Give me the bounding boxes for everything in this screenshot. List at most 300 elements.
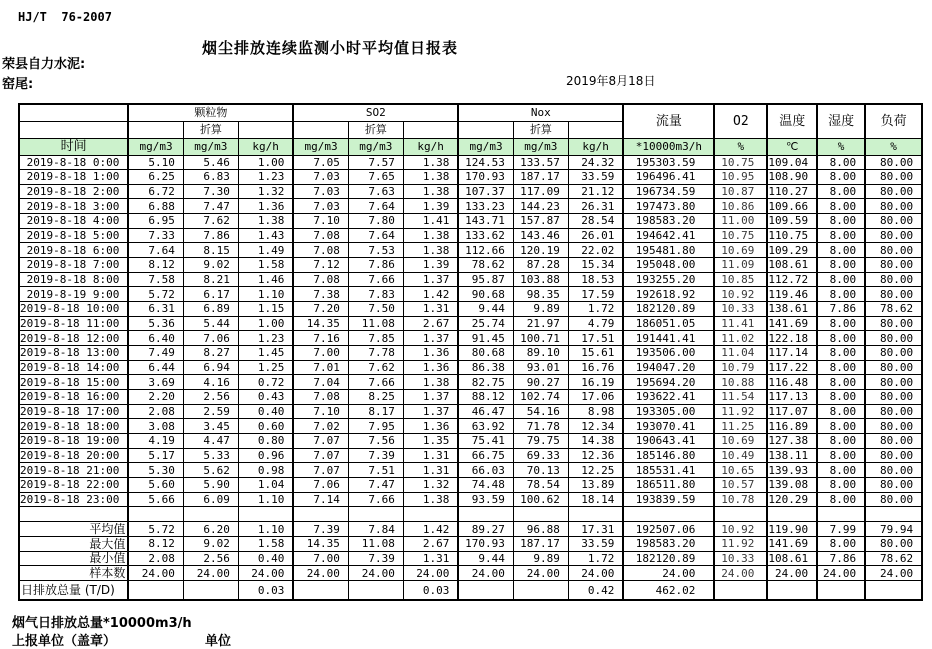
cell-so2_converted: 7.64 <box>348 199 403 214</box>
cell-humidity: 8.00 <box>817 199 865 214</box>
cell-pm_converted: 5.33 <box>183 448 238 463</box>
cell-humidity: 8.00 <box>817 258 865 273</box>
cell-so2_kgh: 1.38 <box>403 243 458 258</box>
cell-so2_converted: 7.83 <box>348 287 403 302</box>
cell-temp: 117.14 <box>767 346 817 361</box>
cell-nox_mgm3: 86.38 <box>458 360 513 375</box>
cell-pm_kgh: 24.00 <box>238 566 293 581</box>
cell-pm_kgh: 1.10 <box>238 287 293 302</box>
cell-nox_kgh: 12.36 <box>568 448 623 463</box>
cell-so2_mgm3: 7.07 <box>293 433 348 448</box>
cell-nox_mgm3: 133.23 <box>458 199 513 214</box>
cell-so2_converted: 7.66 <box>348 272 403 287</box>
cell-so2_kgh: 1.31 <box>403 551 458 566</box>
cell-temp: 109.29 <box>767 243 817 258</box>
unit-header: kg/h <box>238 138 293 155</box>
table-row <box>19 448 922 463</box>
cell-load: 80.00 <box>865 346 922 361</box>
cell-temp: 117.22 <box>767 360 817 375</box>
cell-humidity: 8.00 <box>817 375 865 390</box>
cell-pm_kgh: 1.49 <box>238 243 293 258</box>
empty-cell <box>293 507 348 522</box>
cell-so2_kgh: 1.31 <box>403 463 458 478</box>
cell-load: 80.00 <box>865 492 922 507</box>
cell-so2_kgh: 1.39 <box>403 199 458 214</box>
unit-header: mg/m3 <box>348 138 403 155</box>
unit-header: ℃ <box>767 138 817 155</box>
cell-nox_kgh: 17.59 <box>568 287 623 302</box>
table-row <box>19 346 922 361</box>
cell-nox_converted: 69.33 <box>513 448 568 463</box>
cell-pm_mgm3: 2.08 <box>128 551 183 566</box>
cell-so2_converted: 11.08 <box>348 316 403 331</box>
cell-pm_kgh: 0.98 <box>238 463 293 478</box>
table-row <box>19 170 922 185</box>
summary-row <box>19 522 922 537</box>
cell-temp: 117.13 <box>767 390 817 405</box>
cell-pm_mgm3: 8.12 <box>128 536 183 551</box>
table-row <box>19 419 922 434</box>
converted-header: 折算 <box>183 121 238 138</box>
cell-nox_kgh: 0.42 <box>568 580 623 600</box>
cell-so2_converted: 11.08 <box>348 536 403 551</box>
cell-nox_kgh: 14.38 <box>568 433 623 448</box>
cell-load: 80.00 <box>865 404 922 419</box>
cell-time: 2019-8-18 3:00 <box>19 199 128 214</box>
cell-temp: 110.75 <box>767 228 817 243</box>
unit-header: % <box>865 138 922 155</box>
cell-o2: 10.87 <box>714 184 767 199</box>
cell-load: 80.00 <box>865 433 922 448</box>
cell-load: 24.00 <box>865 566 922 581</box>
cell-nox_converted: 102.74 <box>513 390 568 405</box>
cell-so2_converted: 7.62 <box>348 360 403 375</box>
cell-so2_converted: 7.84 <box>348 522 403 537</box>
cell-pm_converted: 3.45 <box>183 419 238 434</box>
cell-flow: 193070.41 <box>623 419 714 434</box>
cell-nox_mgm3: 24.00 <box>458 566 513 581</box>
cell-nox_kgh: 1.72 <box>568 551 623 566</box>
sub-blank <box>293 121 348 138</box>
cell-temp: 24.00 <box>767 566 817 581</box>
cell-temp: 109.59 <box>767 214 817 229</box>
cell-o2: 10.33 <box>714 551 767 566</box>
cell-nox_mgm3: 95.87 <box>458 272 513 287</box>
cell-humidity: 8.00 <box>817 170 865 185</box>
cell-so2_converted: 7.50 <box>348 302 403 317</box>
unit-label: 单位 <box>205 634 232 649</box>
cell-flow: 193506.00 <box>623 346 714 361</box>
cell-pm_kgh: 0.60 <box>238 419 293 434</box>
cell-time: 2019-8-18 21:00 <box>19 463 128 478</box>
cell-temp: 138.61 <box>767 302 817 317</box>
converted-header: 折算 <box>348 121 403 138</box>
cell-nox_mgm3: 88.12 <box>458 390 513 405</box>
unit-header: mg/m3 <box>128 138 183 155</box>
group-header: SO2 <box>293 104 458 121</box>
cell-so2_converted: 7.78 <box>348 346 403 361</box>
cell-so2_converted <box>348 580 403 600</box>
cell-nox_mgm3: 75.41 <box>458 433 513 448</box>
cell-pm_converted: 2.59 <box>183 404 238 419</box>
cell-pm_mgm3: 5.60 <box>128 477 183 492</box>
cell-so2_kgh: 1.36 <box>403 360 458 375</box>
cell-pm_converted: 8.21 <box>183 272 238 287</box>
cell-nox_converted: 157.87 <box>513 214 568 229</box>
report-unit-label: 上报单位（盖章） <box>12 634 117 649</box>
scalar-header: 流量 <box>623 104 714 138</box>
summary-label: 最小值 <box>19 551 128 566</box>
cell-pm_kgh: 1.10 <box>238 492 293 507</box>
cell-so2_converted: 7.95 <box>348 419 403 434</box>
cell-load: 80.00 <box>865 272 922 287</box>
cell-so2_mgm3: 7.39 <box>293 522 348 537</box>
table-row <box>19 477 922 492</box>
summary-row <box>19 536 922 551</box>
table-body <box>19 104 922 600</box>
cell-o2: 10.79 <box>714 360 767 375</box>
cell-pm_kgh: 0.40 <box>238 404 293 419</box>
cell-pm_mgm3: 5.10 <box>128 155 183 170</box>
unit-header: *10000m3/h <box>623 138 714 155</box>
cell-nox_mgm3: 170.93 <box>458 170 513 185</box>
cell-flow: 194047.20 <box>623 360 714 375</box>
cell-so2_converted: 7.66 <box>348 375 403 390</box>
cell-o2: 10.65 <box>714 463 767 478</box>
cell-nox_kgh: 26.31 <box>568 199 623 214</box>
cell-o2: 10.33 <box>714 302 767 317</box>
cell-humidity: 8.00 <box>817 463 865 478</box>
cell-load <box>865 580 922 600</box>
cell-pm_converted: 9.02 <box>183 258 238 273</box>
cell-humidity: 8.00 <box>817 404 865 419</box>
cell-load: 80.00 <box>865 170 922 185</box>
cell-nox_converted: 9.89 <box>513 551 568 566</box>
cell-temp: 116.89 <box>767 419 817 434</box>
cell-so2_kgh: 1.38 <box>403 155 458 170</box>
cell-temp: 139.08 <box>767 477 817 492</box>
cell-flow: 195048.00 <box>623 258 714 273</box>
cell-pm_mgm3: 6.31 <box>128 302 183 317</box>
cell-so2_kgh: 1.38 <box>403 375 458 390</box>
empty-cell <box>714 507 767 522</box>
cell-time: 2019-8-18 11:00 <box>19 316 128 331</box>
cell-pm_converted: 7.30 <box>183 184 238 199</box>
cell-time: 2019-8-18 8:00 <box>19 272 128 287</box>
cell-pm_mgm3: 5.17 <box>128 448 183 463</box>
cell-nox_kgh: 16.19 <box>568 375 623 390</box>
summary-label: 样本数 <box>19 566 128 581</box>
report-date: 2019年8月18日 <box>566 74 656 88</box>
cell-so2_kgh: 1.35 <box>403 433 458 448</box>
table-row <box>19 463 922 478</box>
cell-nox_kgh: 24.32 <box>568 155 623 170</box>
empty-cell <box>183 507 238 522</box>
cell-flow: 192507.06 <box>623 522 714 537</box>
cell-flow: 185531.41 <box>623 463 714 478</box>
cell-o2: 10.69 <box>714 243 767 258</box>
cell-temp: 108.90 <box>767 170 817 185</box>
cell-so2_kgh: 1.38 <box>403 170 458 185</box>
cell-load: 80.00 <box>865 184 922 199</box>
cell-nox_converted: 9.89 <box>513 302 568 317</box>
empty-cell <box>817 507 865 522</box>
table-row <box>19 184 922 199</box>
cell-nox_mgm3: 112.66 <box>458 243 513 258</box>
cell-temp: 108.61 <box>767 551 817 566</box>
cell-pm_mgm3: 4.19 <box>128 433 183 448</box>
cell-nox_kgh: 18.53 <box>568 272 623 287</box>
cell-time: 2019-8-18 16:00 <box>19 390 128 405</box>
cell-o2: 11.41 <box>714 316 767 331</box>
cell-so2_kgh: 2.67 <box>403 316 458 331</box>
time-header: 时间 <box>19 138 128 155</box>
cell-so2_converted: 7.66 <box>348 492 403 507</box>
unit-header: mg/m3 <box>458 138 513 155</box>
cell-time: 2019-8-18 13:00 <box>19 346 128 361</box>
cell-so2_mgm3: 7.03 <box>293 199 348 214</box>
cell-so2_converted: 7.51 <box>348 463 403 478</box>
cell-nox_kgh: 18.14 <box>568 492 623 507</box>
cell-pm_kgh: 0.40 <box>238 551 293 566</box>
standard-code: HJ/T 76-2007 <box>18 10 112 24</box>
cell-pm_mgm3: 5.66 <box>128 492 183 507</box>
summary-label: 最大值 <box>19 536 128 551</box>
cell-load: 80.00 <box>865 477 922 492</box>
cell-so2_converted: 8.17 <box>348 404 403 419</box>
cell-pm_mgm3: 24.00 <box>128 566 183 581</box>
cell-pm_mgm3: 7.64 <box>128 243 183 258</box>
cell-flow: 186051.05 <box>623 316 714 331</box>
cell-nox_mgm3: 133.62 <box>458 228 513 243</box>
empty-cell <box>568 507 623 522</box>
cell-flow: 190643.41 <box>623 433 714 448</box>
cell-time: 2019-8-18 14:00 <box>19 360 128 375</box>
cell-nox_kgh: 26.01 <box>568 228 623 243</box>
cell-pm_kgh: 1.00 <box>238 316 293 331</box>
cell-temp: 120.29 <box>767 492 817 507</box>
scalar-header: 温度 <box>767 104 817 138</box>
cell-temp: 116.48 <box>767 375 817 390</box>
cell-temp: 141.69 <box>767 536 817 551</box>
cell-humidity: 8.00 <box>817 448 865 463</box>
cell-so2_mgm3: 7.10 <box>293 404 348 419</box>
cell-so2_mgm3: 7.08 <box>293 228 348 243</box>
table-row <box>19 360 922 375</box>
cell-so2_kgh: 1.37 <box>403 404 458 419</box>
cell-so2_mgm3: 7.16 <box>293 331 348 346</box>
empty-cell <box>238 507 293 522</box>
cell-flow: 192618.92 <box>623 287 714 302</box>
cell-so2_kgh: 1.42 <box>403 522 458 537</box>
cell-temp: 109.04 <box>767 155 817 170</box>
cell-humidity: 8.00 <box>817 214 865 229</box>
cell-flow: 193255.20 <box>623 272 714 287</box>
cell-so2_kgh: 1.38 <box>403 492 458 507</box>
cell-humidity: 8.00 <box>817 287 865 302</box>
table-row <box>19 390 922 405</box>
cell-nox_converted: 103.88 <box>513 272 568 287</box>
cell-humidity: 8.00 <box>817 184 865 199</box>
cell-pm_kgh: 1.10 <box>238 522 293 537</box>
cell-pm_kgh: 1.25 <box>238 360 293 375</box>
cell-nox_mgm3: 143.71 <box>458 214 513 229</box>
cell-so2_kgh: 1.36 <box>403 346 458 361</box>
cell-pm_kgh: 1.23 <box>238 331 293 346</box>
cell-time: 2019-8-18 22:00 <box>19 477 128 492</box>
cell-nox_kgh: 12.25 <box>568 463 623 478</box>
cell-time: 2019-8-18 18:00 <box>19 419 128 434</box>
cell-humidity <box>817 580 865 600</box>
cell-pm_converted: 5.62 <box>183 463 238 478</box>
cell-flow: 24.00 <box>623 566 714 581</box>
cell-nox_converted: 100.71 <box>513 331 568 346</box>
cell-o2: 10.75 <box>714 155 767 170</box>
cell-pm_kgh: 1.04 <box>238 477 293 492</box>
cell-pm_mgm3: 2.20 <box>128 390 183 405</box>
cell-nox_kgh: 12.34 <box>568 419 623 434</box>
cell-humidity: 8.00 <box>817 316 865 331</box>
cell-so2_kgh: 1.41 <box>403 214 458 229</box>
cell-pm_kgh: 1.45 <box>238 346 293 361</box>
cell-pm_converted: 5.44 <box>183 316 238 331</box>
cell-humidity: 7.99 <box>817 522 865 537</box>
cell-pm_converted: 8.15 <box>183 243 238 258</box>
cell-load: 80.00 <box>865 331 922 346</box>
cell-so2_kgh: 1.31 <box>403 302 458 317</box>
cell-load: 80.00 <box>865 258 922 273</box>
cell-nox_kgh: 22.02 <box>568 243 623 258</box>
cell-pm_mgm3: 5.36 <box>128 316 183 331</box>
cell-pm_converted: 9.02 <box>183 536 238 551</box>
cell-o2: 10.88 <box>714 375 767 390</box>
cell-nox_mgm3: 74.48 <box>458 477 513 492</box>
cell-so2_kgh: 1.37 <box>403 272 458 287</box>
header-time-blank <box>19 121 128 138</box>
cell-so2_mgm3: 7.10 <box>293 214 348 229</box>
cell-o2: 11.25 <box>714 419 767 434</box>
cell-pm_converted: 7.62 <box>183 214 238 229</box>
cell-so2_kgh: 1.42 <box>403 287 458 302</box>
cell-nox_converted: 24.00 <box>513 566 568 581</box>
spacer-row <box>19 507 922 522</box>
cell-nox_kgh: 4.79 <box>568 316 623 331</box>
cell-pm_mgm3: 6.25 <box>128 170 183 185</box>
cell-so2_mgm3: 7.01 <box>293 360 348 375</box>
cell-humidity: 24.00 <box>817 566 865 581</box>
cell-nox_converted: 93.01 <box>513 360 568 375</box>
group-header: Nox <box>458 104 623 121</box>
cell-nox_kgh: 1.72 <box>568 302 623 317</box>
cell-nox_converted: 117.09 <box>513 184 568 199</box>
cell-load: 80.00 <box>865 287 922 302</box>
cell-temp: 109.66 <box>767 199 817 214</box>
cell-pm_mgm3: 7.33 <box>128 228 183 243</box>
cell-flow: 193839.59 <box>623 492 714 507</box>
cell-o2: 10.69 <box>714 433 767 448</box>
cell-pm_converted: 5.90 <box>183 477 238 492</box>
table-row <box>19 492 922 507</box>
cell-so2_mgm3: 7.07 <box>293 463 348 478</box>
empty-cell <box>767 507 817 522</box>
cell-load: 80.00 <box>865 390 922 405</box>
cell-flow: 186511.80 <box>623 477 714 492</box>
cell-so2_kgh: 1.37 <box>403 331 458 346</box>
cell-o2: 10.92 <box>714 287 767 302</box>
header-time-blank <box>19 104 128 121</box>
cell-temp: 112.72 <box>767 272 817 287</box>
cell-o2: 10.78 <box>714 492 767 507</box>
cell-so2_mgm3: 7.03 <box>293 170 348 185</box>
cell-so2_converted: 7.64 <box>348 228 403 243</box>
cell-so2_converted: 7.65 <box>348 170 403 185</box>
cell-so2_mgm3: 7.04 <box>293 375 348 390</box>
cell-o2: 11.09 <box>714 258 767 273</box>
empty-cell <box>403 507 458 522</box>
scalar-header: 湿度 <box>817 104 865 138</box>
cell-nox_kgh: 33.59 <box>568 536 623 551</box>
empty-cell <box>128 507 183 522</box>
cell-o2: 11.02 <box>714 331 767 346</box>
cell-pm_mgm3: 7.49 <box>128 346 183 361</box>
cell-nox_kgh: 17.31 <box>568 522 623 537</box>
unit-header: kg/h <box>568 138 623 155</box>
cell-humidity: 8.00 <box>817 419 865 434</box>
cell-time: 2019-8-18 0:00 <box>19 155 128 170</box>
cell-pm_kgh: 1.32 <box>238 184 293 199</box>
cell-o2: 11.54 <box>714 390 767 405</box>
cell-pm_kgh: 0.43 <box>238 390 293 405</box>
cell-temp <box>767 580 817 600</box>
cell-o2: 10.85 <box>714 272 767 287</box>
cell-nox_converted: 70.13 <box>513 463 568 478</box>
cell-temp: 138.11 <box>767 448 817 463</box>
cell-so2_mgm3: 7.06 <box>293 477 348 492</box>
daily-total-label: 日排放总量 (T/D) <box>19 580 128 600</box>
cell-nox_mgm3: 25.74 <box>458 316 513 331</box>
cell-pm_kgh: 1.36 <box>238 199 293 214</box>
cell-o2: 10.49 <box>714 448 767 463</box>
cell-load: 80.00 <box>865 536 922 551</box>
cell-pm_converted: 6.17 <box>183 287 238 302</box>
cell-flow: 182120.89 <box>623 302 714 317</box>
cell-nox_mgm3: 170.93 <box>458 536 513 551</box>
cell-pm_mgm3: 5.72 <box>128 522 183 537</box>
cell-humidity: 8.00 <box>817 390 865 405</box>
cell-so2_kgh: 1.38 <box>403 184 458 199</box>
cell-so2_mgm3: 7.38 <box>293 287 348 302</box>
cell-nox_kgh: 15.34 <box>568 258 623 273</box>
cell-so2_mgm3: 7.00 <box>293 551 348 566</box>
cell-time: 2019-8-18 1:00 <box>19 170 128 185</box>
cell-flow: 197473.80 <box>623 199 714 214</box>
empty-cell <box>623 507 714 522</box>
cell-temp: 119.46 <box>767 287 817 302</box>
cell-humidity: 8.00 <box>817 346 865 361</box>
cell-pm_mgm3: 6.72 <box>128 184 183 199</box>
cell-nox_kgh: 17.51 <box>568 331 623 346</box>
cell-so2_mgm3: 14.35 <box>293 316 348 331</box>
cell-pm_converted: 5.46 <box>183 155 238 170</box>
table-row <box>19 375 922 390</box>
cell-load: 80.00 <box>865 214 922 229</box>
cell-nox_mgm3: 107.37 <box>458 184 513 199</box>
cell-humidity: 8.00 <box>817 228 865 243</box>
cell-time: 2019-8-18 23:00 <box>19 492 128 507</box>
cell-pm_mgm3: 8.12 <box>128 258 183 273</box>
cell-nox_converted: 96.88 <box>513 522 568 537</box>
cell-pm_mgm3 <box>128 580 183 600</box>
